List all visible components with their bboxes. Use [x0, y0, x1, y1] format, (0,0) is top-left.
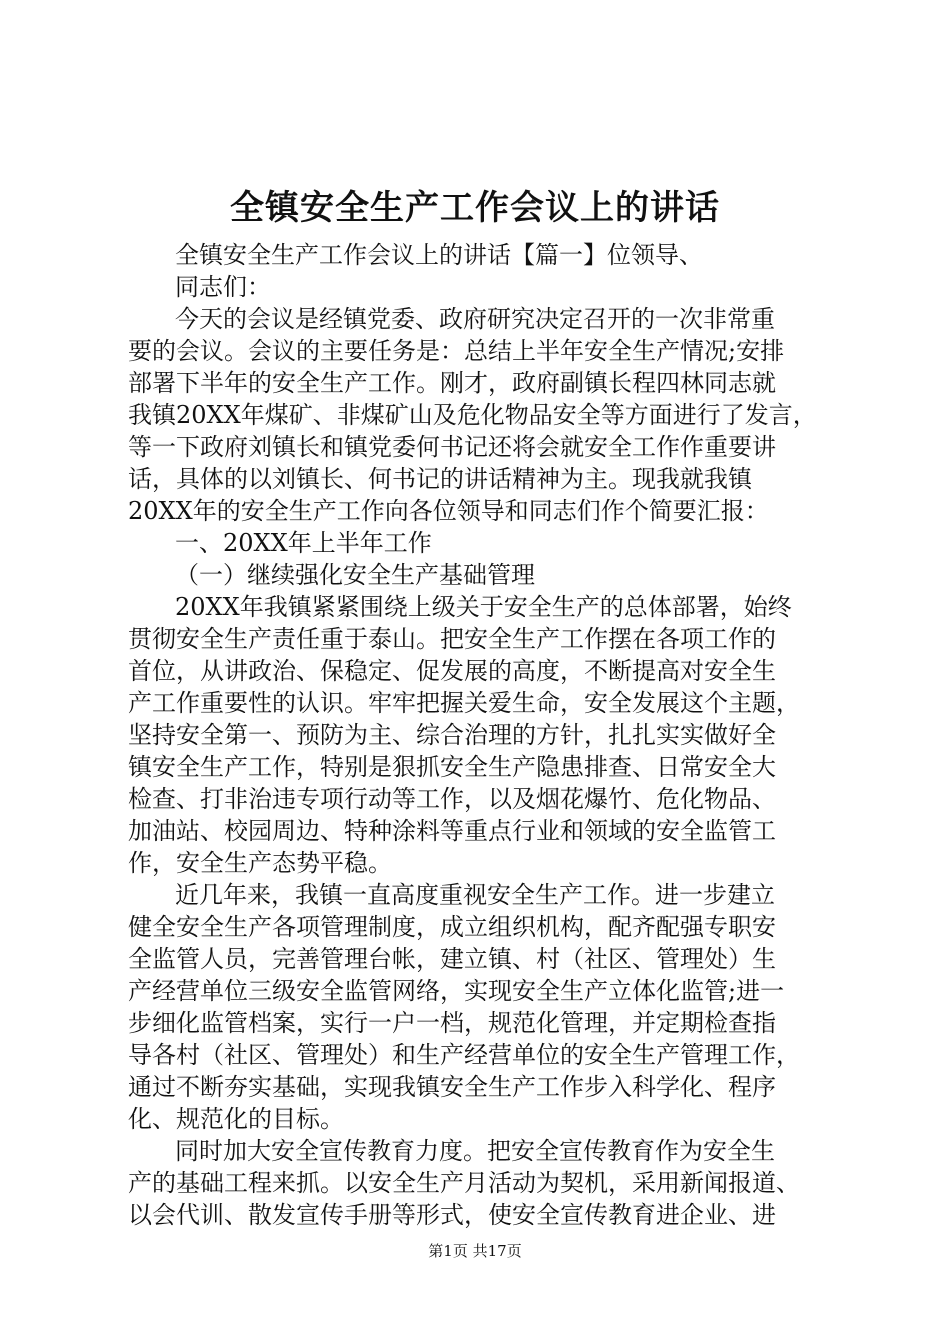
paragraph-line: 产工作重要性的认识。牢牢把握关爱生命，安全发展这个主题，: [128, 689, 800, 717]
paragraph-line: 我镇20XX年煤矿、非煤矿山及危化物品安全等方面进行了发言，: [128, 401, 817, 429]
paragraph-line: 20XX年我镇紧紧围绕上级关于安全生产的总体部署，始终: [175, 593, 792, 621]
paragraph-line: 产经营单位三级安全监管网络，实现安全生产立体化监管;进一: [128, 977, 785, 1005]
paragraph-line: 全镇安全生产工作会议上的讲话【篇一】位领导、: [175, 241, 703, 269]
paragraph-line: 加油站、校园周边、特种涂料等重点行业和领域的安全监管工: [128, 817, 776, 845]
section-heading: 一、20XX年上半年工作: [175, 529, 432, 557]
paragraph-line: 贯彻安全生产责任重于泰山。把安全生产工作摆在各项工作的: [128, 625, 776, 653]
paragraph-line: 要的会议。会议的主要任务是：总结上半年安全生产情况;安排: [128, 337, 785, 365]
paragraph-line: 步细化监管档案，实行一户一档，规范化管理，并定期检查指: [128, 1009, 776, 1037]
paragraph-line: 化、规范化的目标。: [128, 1105, 344, 1133]
paragraph-line: 话，具体的以刘镇长、何书记的讲话精神为主。现我就我镇: [128, 465, 752, 493]
page-number-footer: 第1页 共17页: [428, 1242, 522, 1260]
paragraph-line: 通过不断夯实基础，实现我镇安全生产工作步入科学化、程序: [128, 1073, 776, 1101]
paragraph-line: 今天的会议是经镇党委、政府研究决定召开的一次非常重: [175, 305, 775, 333]
subsection-heading: （一）继续强化安全生产基础管理: [175, 561, 535, 589]
paragraph-line: 等一下政府刘镇长和镇党委何书记还将会就安全工作作重要讲: [128, 433, 776, 461]
paragraph-line: 健全安全生产各项管理制度，成立组织机构，配齐配强专职安: [128, 913, 776, 941]
paragraph-line: 坚持安全第一、预防为主、综合治理的方针，扎扎实实做好全: [128, 721, 776, 749]
paragraph-line: 20XX年的安全生产工作向各位领导和同志们作个简要汇报：: [128, 497, 769, 525]
paragraph-line: 作，安全生产态势平稳。: [128, 849, 392, 877]
paragraph-line: 首位，从讲政治、保稳定、促发展的高度，不断提高对安全生: [128, 657, 776, 685]
paragraph-line: 以会代训、散发宣传手册等形式，使安全宣传教育进企业、进: [128, 1201, 776, 1229]
paragraph-line: 同时加大安全宣传教育力度。把安全宣传教育作为安全生: [175, 1137, 775, 1165]
paragraph-line: 检查、打非治违专项行动等工作，以及烟花爆竹、危化物品、: [128, 785, 776, 813]
document-title: 全镇安全生产工作会议上的讲话: [230, 188, 720, 228]
paragraph-line: 部署下半年的安全生产工作。刚才，政府副镇长程四林同志就: [128, 369, 776, 397]
paragraph-line: 产的基础工程来抓。以安全生产月活动为契机，采用新闻报道、: [128, 1169, 800, 1197]
paragraph-line: 近几年来，我镇一直高度重视安全生产工作。进一步建立: [175, 881, 775, 909]
paragraph-line: 导各村（社区、管理处）和生产经营单位的安全生产管理工作，: [128, 1041, 800, 1069]
paragraph-line: 同志们：: [175, 273, 271, 301]
paragraph-line: 镇安全生产工作，特别是狠抓安全生产隐患排查、日常安全大: [128, 753, 776, 781]
paragraph-line: 全监管人员，完善管理台帐，建立镇、村（社区、管理处）生: [128, 945, 776, 973]
